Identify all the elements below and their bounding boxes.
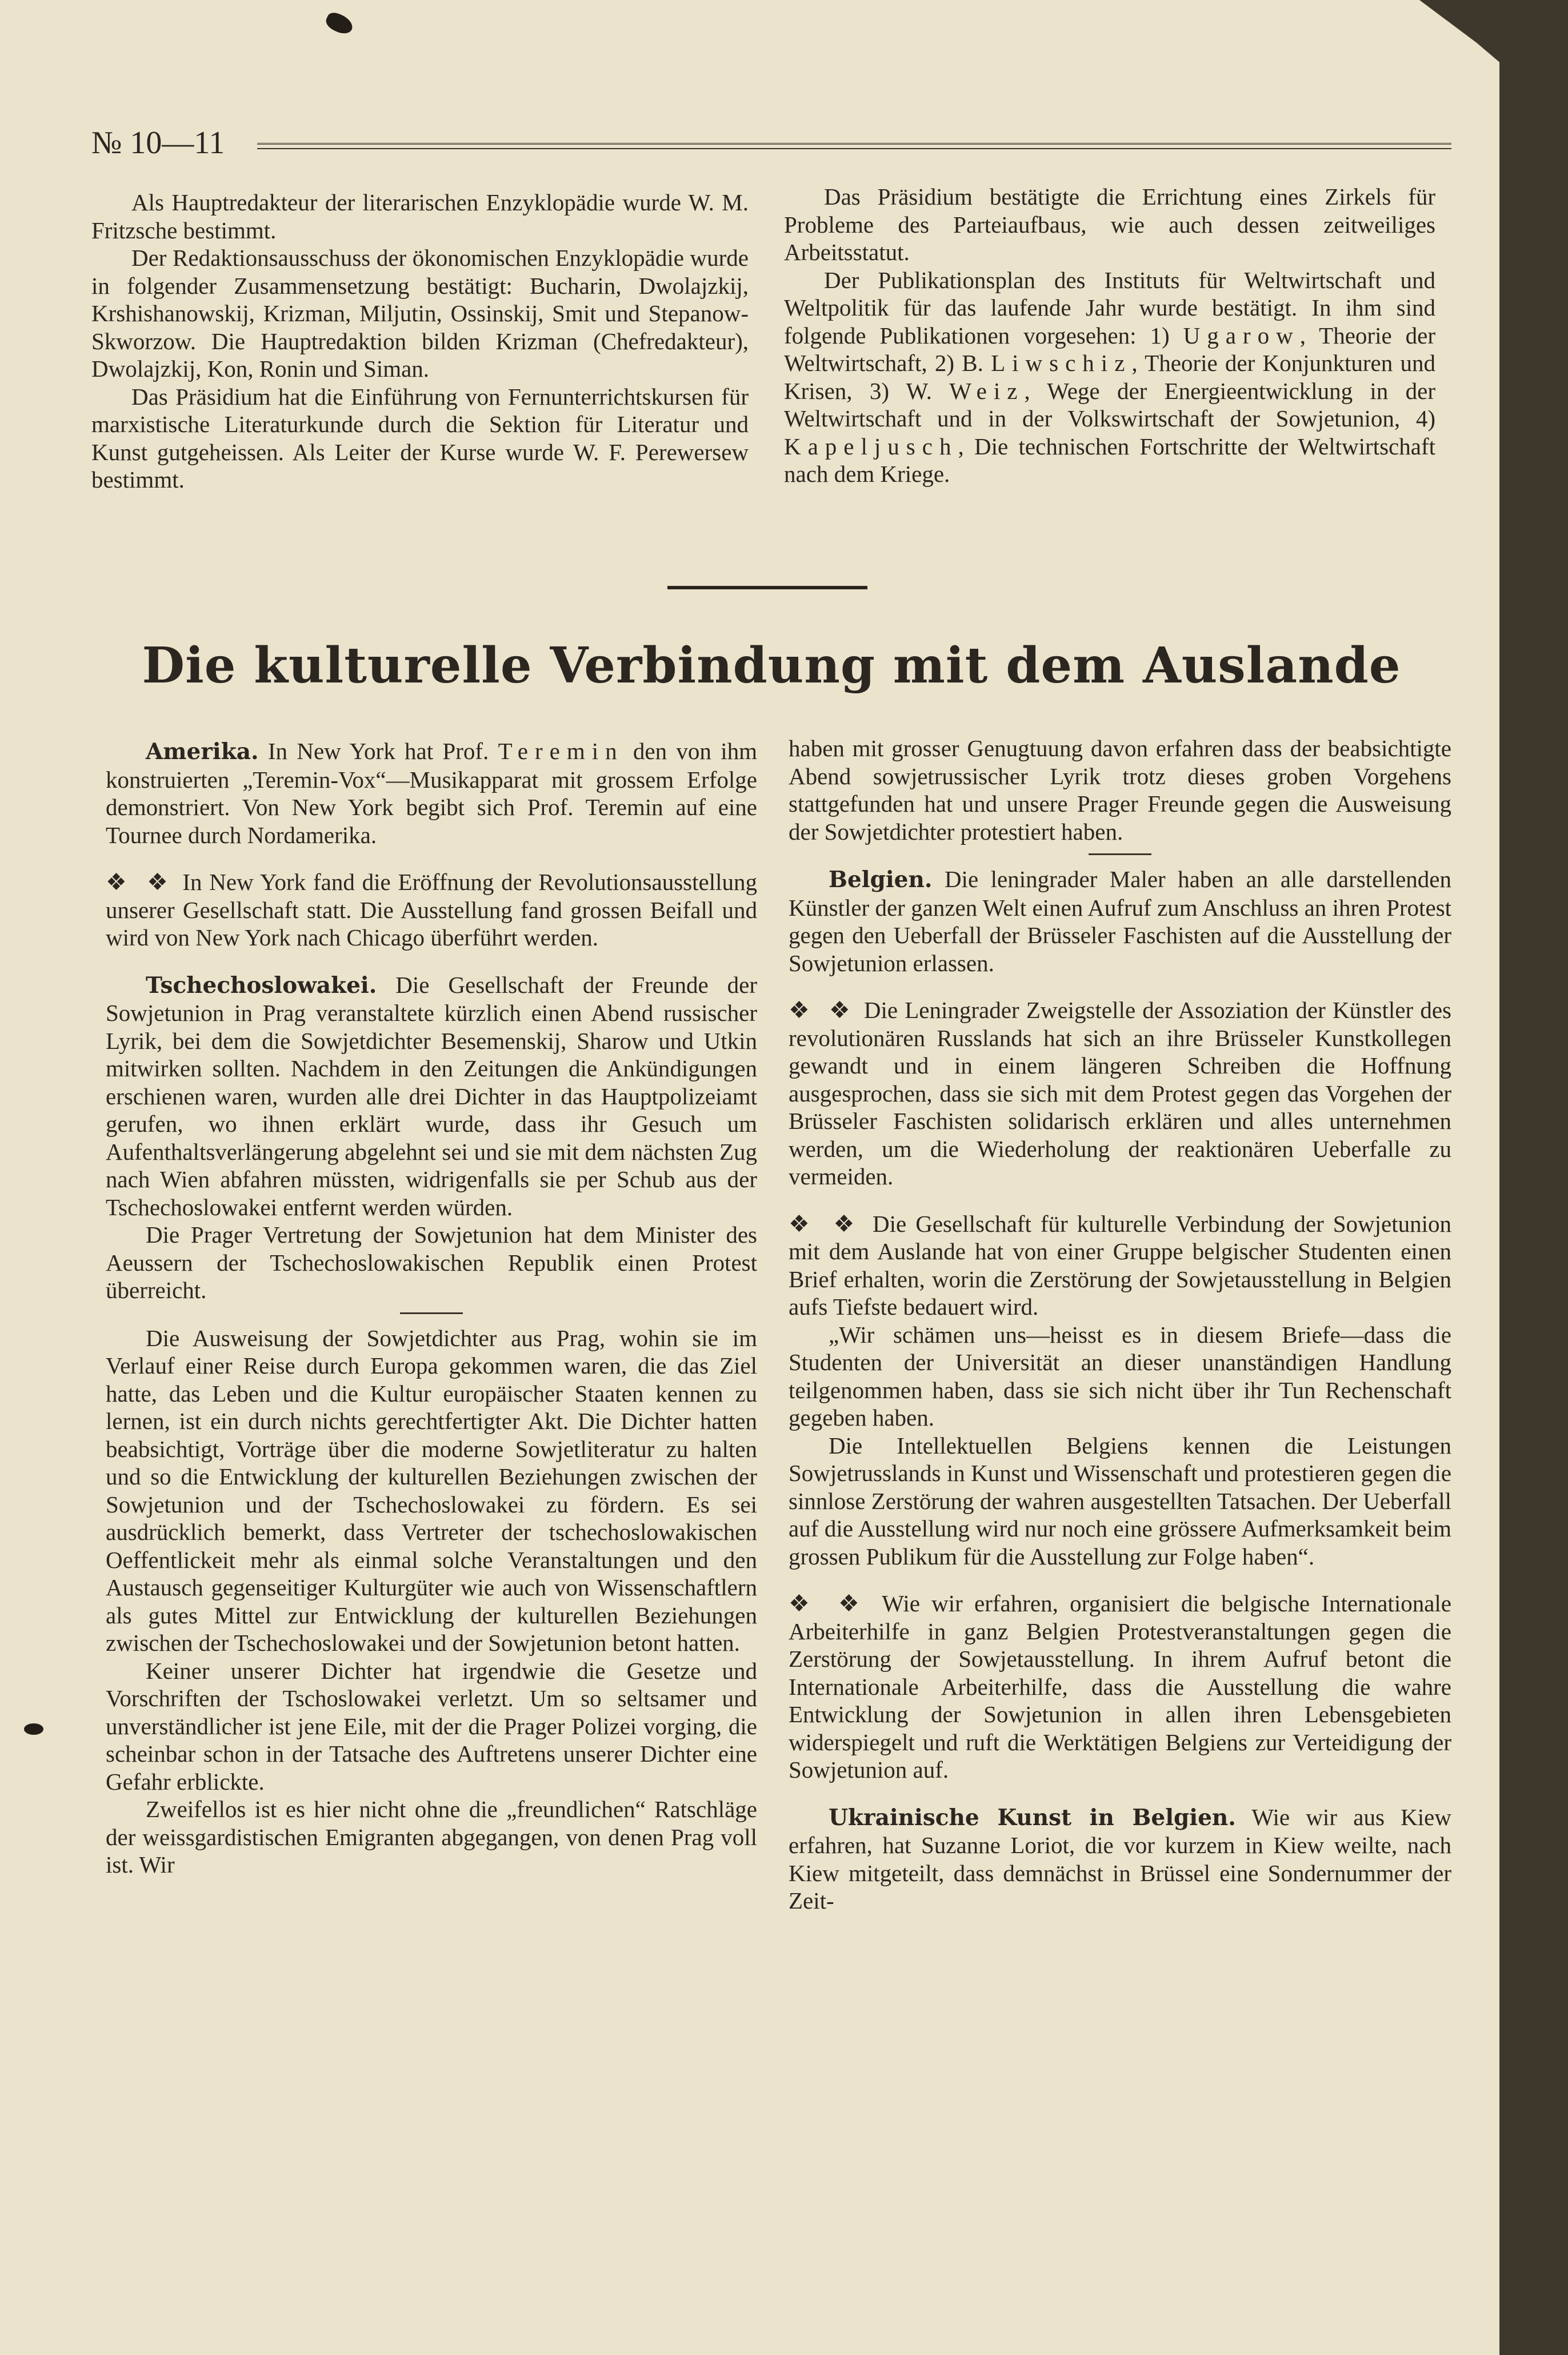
paragraph: [789, 865, 1451, 977]
text-run: Die Gesellschaft für kulturelle Verbindung der Sowjetunion mit dem Auslande hat von einer Gruppe belgischer Studenten einen Brief erhalten, worin die Zerstörung der Sowjetausstellung in Belgien aufs Tiefste bedauert wird.: [789, 1210, 1452, 1320]
ornament-icon: ❖ ❖: [789, 1210, 864, 1237]
section-kicker: Belgien.: [829, 867, 933, 893]
issue-header: [91, 126, 1451, 160]
text-run: Die leningrader Maler haben an alle darstellenden Künstler der ganzen Welt einen Aufruf zum Anschluss an ihren Protest gegen den Ueberfall der Brüsseler Faschisten auf die Ausstellung der Sowjetunion erlassen.: [789, 866, 1452, 976]
paragraph: [784, 266, 1435, 488]
header-rule: [257, 143, 1451, 149]
top-left-column: [91, 189, 749, 494]
mini-divider: [400, 1312, 463, 1314]
paragraph: [789, 996, 1451, 1191]
ornament-icon: ❖ ❖: [789, 1590, 871, 1616]
text-run: Die Leningrader Zweigstelle der Assoziation der Künstler des revolutionären Russlands hat sich an ihre Brüsseler Kunstkollegen gewandt und in einem längeren Schreiben die Hoffnung ausgesprochen, dass sie sich mit dem Protest gegen das Vorgehen der Brüsseler Faschisten solidarisch erklären und alles unternehmen werden, um die Wiederholung der reaktionären Ueberfalle zu vermeiden.: [789, 997, 1452, 1190]
text-run: , Wege der Energieentwicklung in der Weltwirtschaft und in der Volkswirtschaft der Sowjetunion, 4): [784, 377, 1436, 432]
paragraph: Das Präsidium bestätigte die Errichtung eines Zirkels für Probleme des Parteiaufbaus, wie auch dessen zeitweiliges Arbeitsstatut.: [784, 183, 1435, 265]
text-run: Der Publikationsplan des Instituts für Weltwirtschaft und Weltpolitik für das laufende Jahr wurde bestätigt. In ihm sind folgende Publikationen vorgesehen: 1): [784, 266, 1435, 349]
article-left-column: [106, 737, 757, 1879]
text-run: In New York hat Prof.: [267, 738, 489, 764]
author-name: Kapeljusch: [784, 433, 958, 460]
paragraph: [106, 868, 757, 952]
top-right-column: [784, 183, 1435, 488]
section-kicker: Tschechoslowakei.: [146, 972, 377, 999]
text-run: Wie wir aus Kiew erfahren, hat Suzanne Loriot, die vor kurzem in Kiew weilte, nach Kiew mitgeteilt, dass demnächst in Brüssel eine Sondernummer der Zeit-: [789, 1803, 1451, 1914]
paragraph: Als Hauptredakteur der literarischen Enzyklopädie wurde W. M. Fritzsche bestimmt.: [91, 189, 749, 244]
text-run: Wie wir erfahren, organisiert die belgische Internationale Arbeiterhilfe in ganz Belgien Protestveranstaltungen gegen die Zerstörung der Sowjetausstellung. In ihrem Aufruf betont die Internationale Arbeiterhilfe, dass die Ausstellung die wahre Entwicklung der Sowjetunion in allen ihren Lebensgebieten widerspiegelt und ruft die Werktätigen Belgiens zur Verteidigung der Sowjetunion auf.: [789, 1590, 1452, 1783]
text-run: Die Gesellschaft der Freunde der Sowjetunion in Prag veranstaltete kürzlich einen Abend russischer Lyrik, bei dem die Sowjetdichter Besemenskij, Sharow und Utkin mitwirken sollten. Nachdem in den Zeitungen die Ankündigungen erschienen waren, wurden alle drei Dichter in das Hauptpolizeiamt gerufen, wo ihnen erklärt wurde, dass ihr Gesuch um Aufenthaltsverlängerung abgelehnt sei und sie mit dem nächsten Zug nach Wien abfahren müssten, widrigenfalls sie per Schub aus der Tschechoslowakei entfernt werden würden.: [106, 971, 758, 1220]
text-run: , Die technischen Fortschritte der Weltwirtschaft nach dem Kriege.: [784, 433, 1435, 487]
paragraph: haben mit grosser Genugtuung davon erfahren dass der beabsichtigte Abend sowjetrussischer Lyrik trotz dieses groben Vorgehens stattgefunden hat und unsere Prager Freunde gegen die Ausweisung der Sowjetdichter protestiert haben.: [789, 735, 1451, 845]
page-edge-shadow: [1499, 0, 1568, 2355]
paragraph: Zweifellos ist es hier nicht ohne die „freundlichen“ Ratschläge der weissgardistischen Emigranten abgegangen, von denen Prag voll ist. Wir: [106, 1796, 757, 1878]
text-run: den von ihm konstruierten „Teremin-Vox“—Musikapparat mit grossem Erfolge demonstriert. Von New York begibt sich Prof. Teremin auf eine Tournee durch Nordamerika.: [106, 738, 758, 848]
paragraph: Keiner unserer Dichter hat irgendwie die Gesetze und Vorschriften der Tschoslowakei verletzt. Um so seltsamer und unverständlicher ist jene Eile, mit der die Prager Polizei vorging, die scheinbar schon in der Tatsache des Auftretens unserer Dichter eine Gefahr erblickte.: [106, 1657, 757, 1795]
paragraph: Der Redaktionsausschuss der ökonomischen Enzyklopädie wurde in folgender Zusammensetzung bestätigt: Bucharin, Dwolajzkij, Krshishanowskij, Krizman, Miljutin, Ossinskij, Smit und Stepanow-Skworzow. Die Hauptredaktion bilden Krizman (Chefredakteur), Dwolajzkij, Kon, Ronin und Siman.: [91, 245, 749, 382]
section-kicker: Ukrainische Kunst in Belgien.: [829, 1804, 1236, 1831]
issue-number: № 10—11: [91, 125, 225, 161]
ink-spot: [24, 1723, 43, 1735]
mini-divider: [1089, 853, 1151, 855]
paragraph: [789, 1210, 1451, 1321]
section-kicker: Amerika.: [146, 739, 259, 765]
paragraph: [789, 1590, 1451, 1784]
paragraph: [106, 737, 757, 849]
author-name: Weiz: [949, 377, 1025, 404]
author-name: Ugarow: [1183, 322, 1300, 349]
text-run: , Theorie der Konjunkturen und Krisen, 3) W.: [784, 350, 1436, 404]
ornament-icon: ❖ ❖: [789, 997, 857, 1023]
text-run: , Theorie der Weltwirtschaft, 2) B.: [784, 322, 1435, 376]
paragraph: Die Ausweisung der Sowjetdichter aus Prag, wohin sie im Verlauf einer Reise durch Europa gekommen waren, die das Ziel hatte, das Leben und die Kultur europäischer Staaten kennen zu lernen, ist ein durch nichts gerechtfertigter Akt. Die Dichter hatten beabsichtigt, Vorträge über die moderne Sowjetliteratur zu halten und so die Entwicklung der kulturellen Beziehungen zwischen der Sowjetunion und der Tschechoslowakei zu fördern. Es sei ausdrücklich bemerkt, dass Vertreter der tschechoslowakischen Oeffentlickeit mehr als einmal solche Veranstaltungen und den Austausch gegenseitiger Kulturgüter wie auch von Wissenschaftlern als gutes Mittel zur Entwicklung der kulturellen Beziehungen zwischen der Tschechoslowakei und der Sowjetunion betont hatten.: [106, 1324, 757, 1656]
paragraph: Das Präsidium hat die Einführung von Fernunterrichtskursen für marxistische Literaturkunde durch die Sektion für Literatur und Kunst gutgeheissen. Als Leiter der Kurse wurde W. F. Perewersew bestimmt.: [91, 383, 749, 493]
author-name: Liwschiz: [991, 350, 1132, 376]
article-right-column: [789, 735, 1451, 1915]
ink-spot: [323, 10, 355, 37]
text-run: In New York fand die Eröffnung der Revolutionsausstellung unserer Gesellschaft statt. Die Ausstellung fand grossen Beifall und wird von New York nach Chicago überführt werden.: [106, 869, 757, 951]
paragraph: „Wir schämen uns—heisst es in diesem Briefe—dass die Studenten der Universität an dieser unanständigen Handlung teilgenommen haben, dass sie sich nicht über ihr Tun Rechenschaft gegeben haben.: [789, 1321, 1451, 1431]
paragraph: Die Intellektuellen Belgiens kennen die Leistungen Sowjetrusslands in Kunst und Wissenschaft und protestieren gegen die sinnlose Zerstörung der wahren ausgestellten Tatsachen. Der Ueberfall auf die Ausstellung wird nur noch eine grössere Aufmerksamkeit beim grossen Publikum für die Ausstellung zur Folge haben“.: [789, 1432, 1451, 1570]
paragraph: [789, 1803, 1451, 1915]
ornament-icon: ❖ ❖: [106, 869, 175, 895]
paragraph: [106, 971, 757, 1222]
article-headline: Die kulturelle Verbindung mit dem Auslande: [142, 637, 1401, 694]
paragraph: Die Prager Vertretung der Sowjetunion hat dem Minister des Aeussern der Tschechoslowakischen Republik einen Protest überreicht.: [106, 1222, 757, 1303]
author-name: Teremin: [498, 738, 624, 764]
section-divider: [667, 586, 867, 589]
